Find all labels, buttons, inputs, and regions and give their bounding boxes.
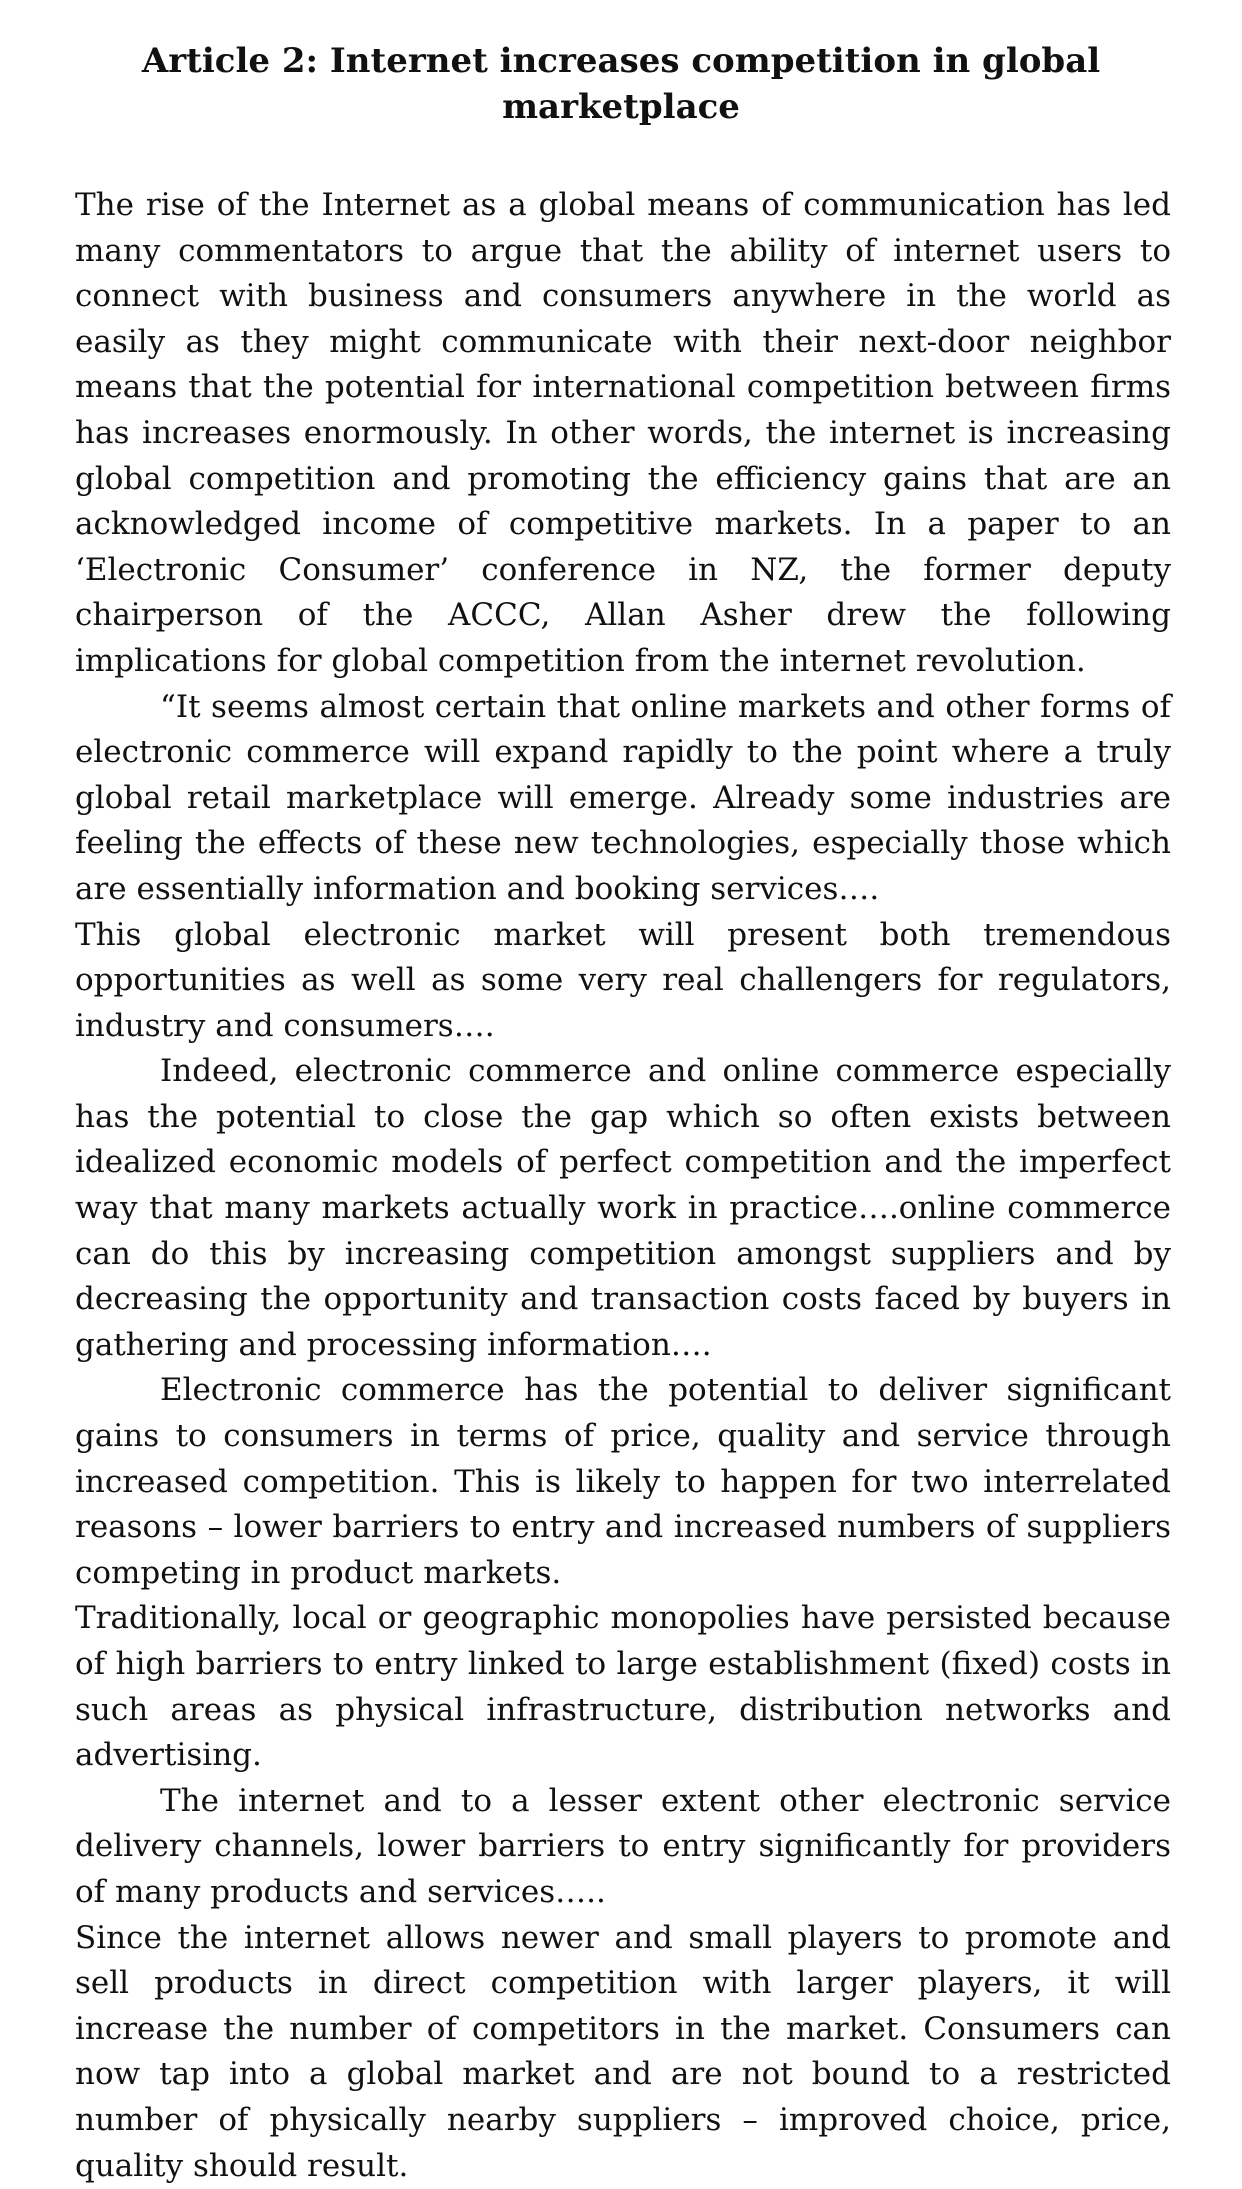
paragraph-3: This global electronic market will present both tremendous opportunities as well as some very real challengers for regulators, industry and consumers…. [75,916,1171,1044]
paragraph-5: Electronic commerce has the potential to deliver significant gains to consumers in terms of price, quality and service through increased competition. This is likely to happen for two interrelated reasons – lower barriers to entry and increased numbers of suppliers competing in product markets. [75,1372,1171,1591]
paragraph-8: Since the internet allows newer and small players to promote and sell products in direct competition with larger players, it will increase the number of competitors in the market. Consumers can now tap into a global market and are not bound to a restricted number of physically nearby suppliers – improved choice, price, quality should result. [75,1919,1171,2184]
paragraph-7: The internet and to a lesser extent other electronic service delivery channels, lower barriers to entry significantly for providers of many products and services….. [75,1782,1171,1910]
paragraph-2: “It seems almost certain that online markets and other forms of electronic commerce will expand rapidly to the point where a truly global retail marketplace will emerge. Already some industries are feeling the effects of these new technologies, especially those which are essentially information and booking services…. [75,688,1171,907]
article-body [75,183,1171,2189]
paragraph-1: The rise of the Internet as a global means of communication has led many commentators to argue that the ability of internet users to connect with business and consumers anywhere in the world as easily as they might communicate with their next-door neighbor means that the potential for international competition between firms has increases enormously. In other words, the internet is increasing global competition and promoting the efficiency gains that are an acknowledged income of competitive markets. In a paper to an ‘Electronic Consumer’ conference in NZ, the former deputy chairperson of the ACCC, Allan Asher drew the following implications for global competition from the internet revolution. [75,187,1171,679]
article-title: Article 2: Internet increases competition in global marketplace [141,41,1101,127]
paragraph-6: Traditionally, local or geographic monopolies have persisted because of high barriers to entry linked to large establishment (fixed) costs in such areas as physical infrastructure, distribution networks and advertising. [75,1600,1171,1774]
paragraph-4: Indeed, electronic commerce and online commerce especially has the potential to close the gap which so often exists between idealized economic models of perfect competition and the imperfect way that many markets actually work in practice….online commerce can do this by increasing competition amongst suppliers and by decreasing the opportunity and transaction costs faced by buyers in gathering and processing information…. [75,1053,1171,1363]
